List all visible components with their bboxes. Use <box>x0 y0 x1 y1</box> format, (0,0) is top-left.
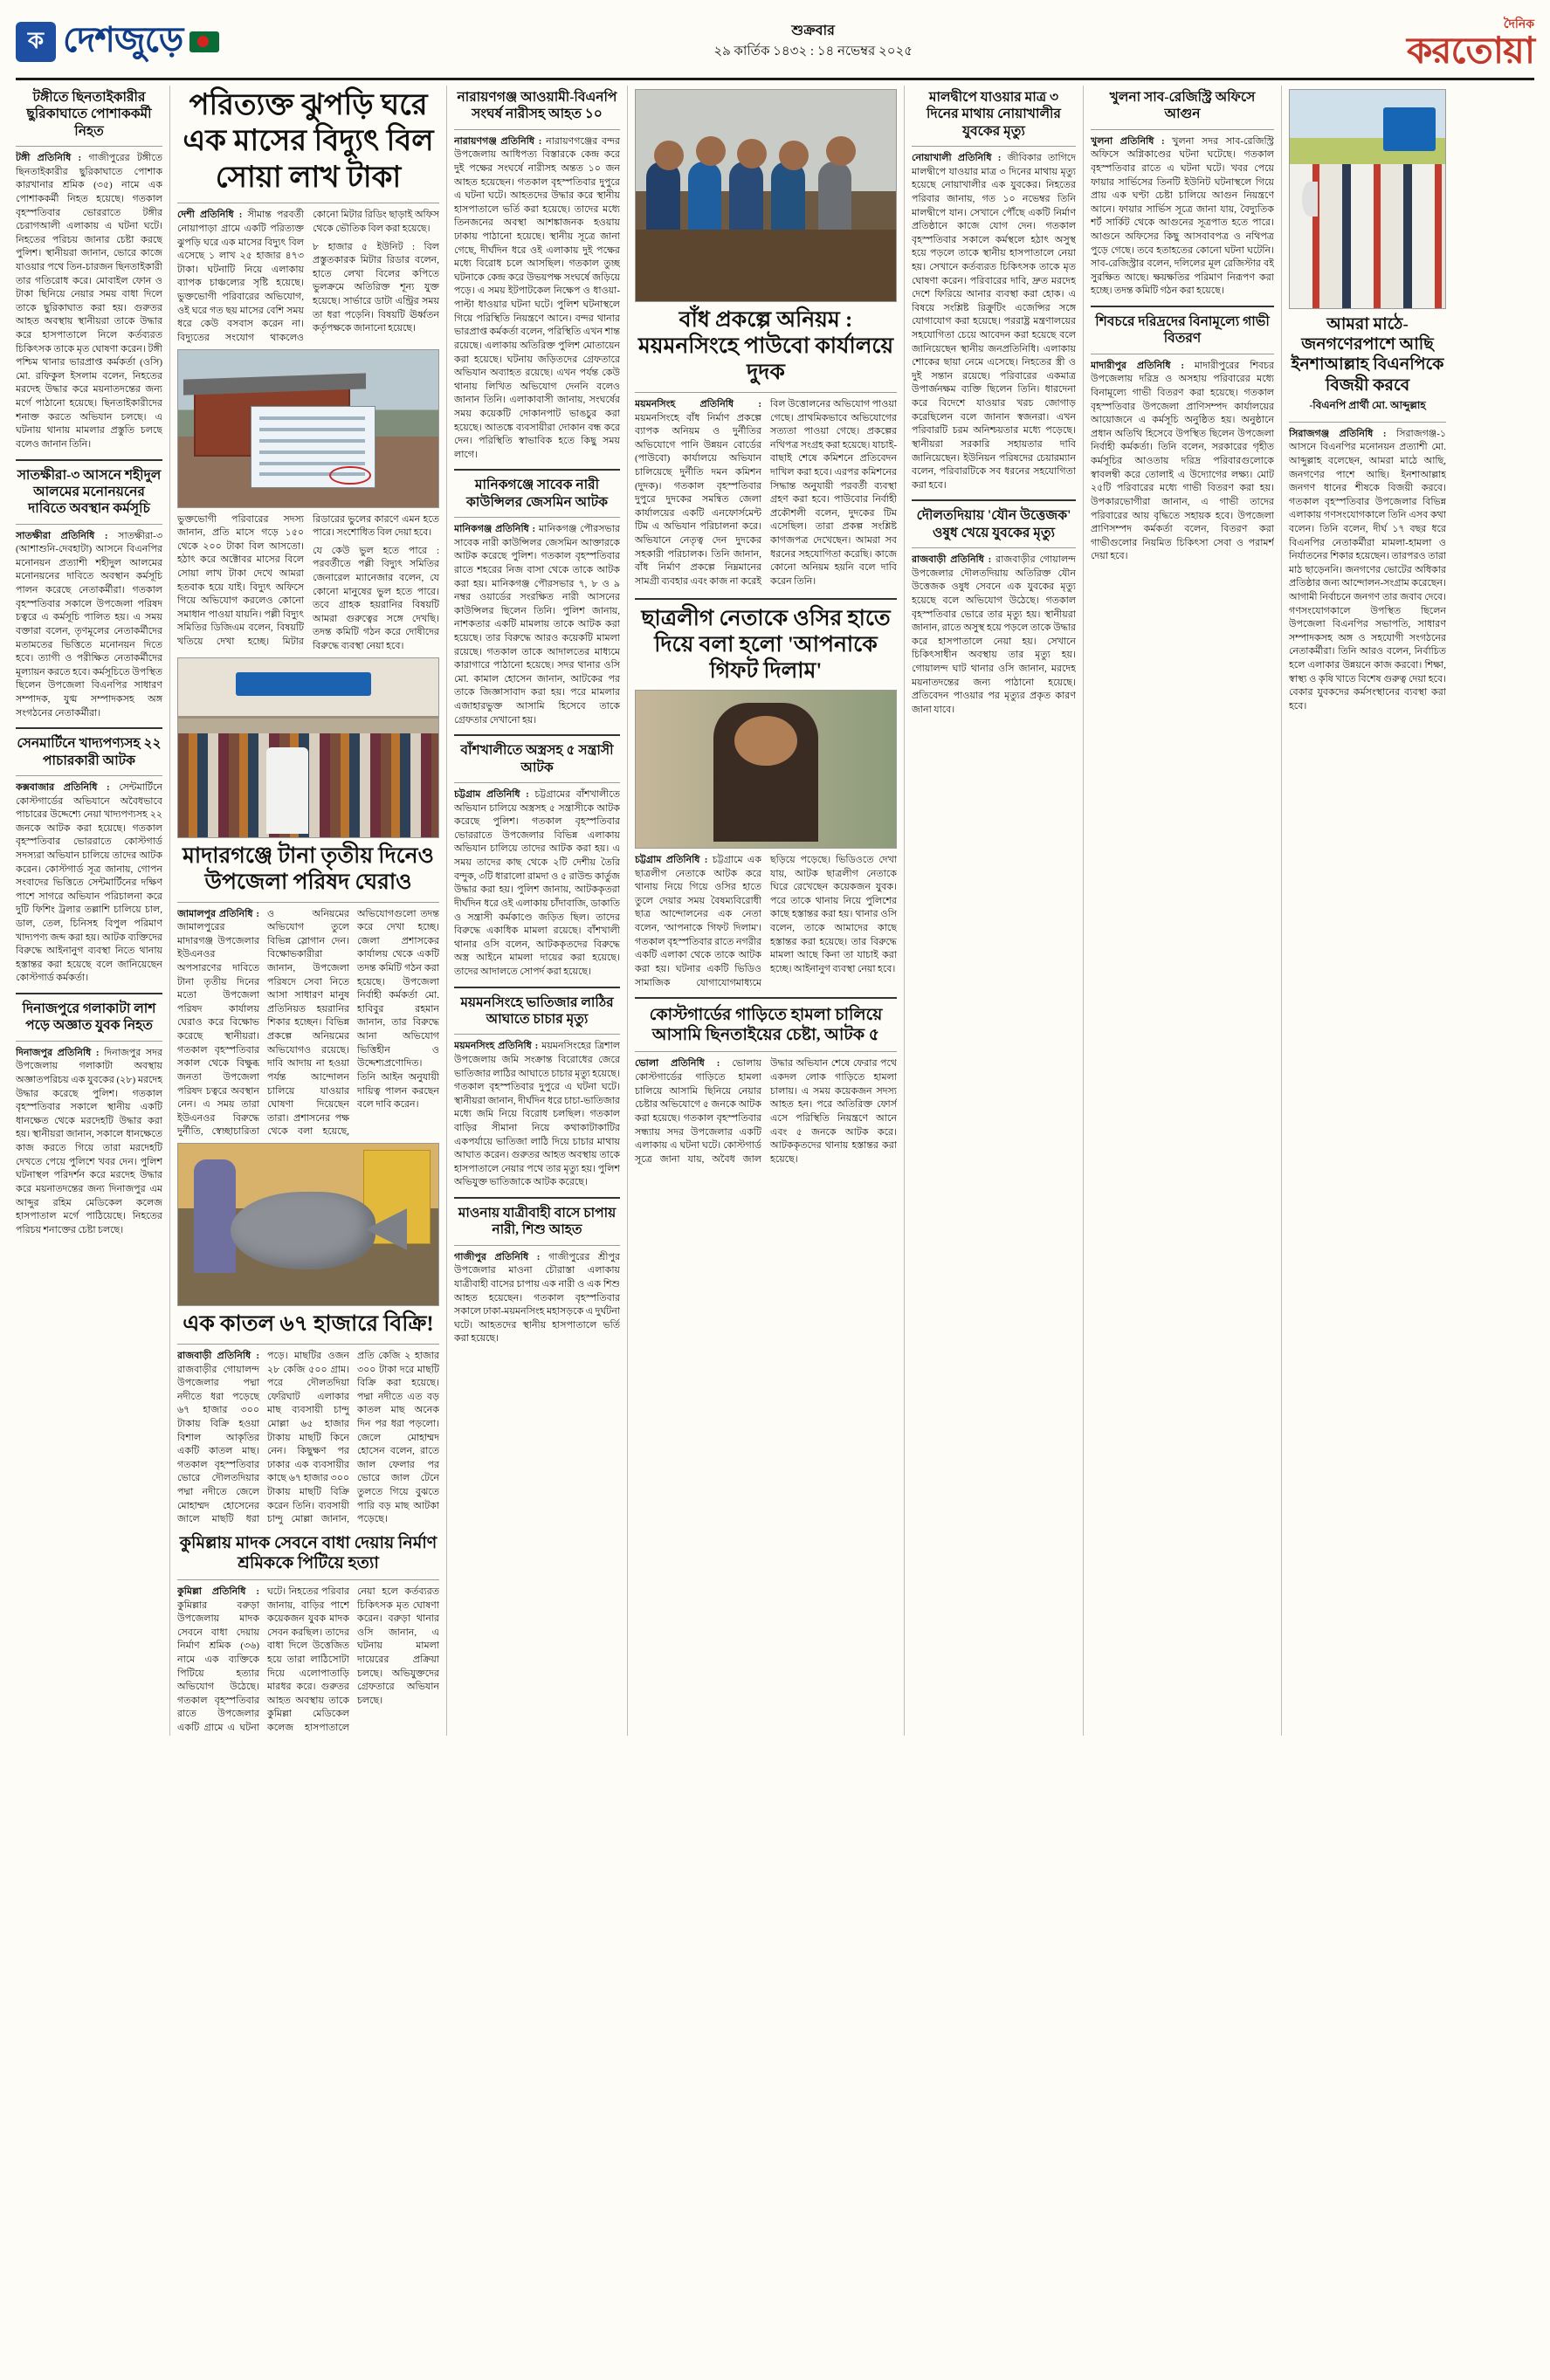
article-body <box>177 1586 439 1736</box>
column-divider <box>446 86 447 1736</box>
byline: জামালপুর প্রতিনিধি : <box>177 908 259 919</box>
brand-kicker: দৈনিক <box>1503 17 1534 31</box>
last-article-body <box>177 1586 439 1736</box>
lead-article-body <box>177 209 439 345</box>
byline: কক্সবাজার প্রতিনিধি : <box>16 781 110 793</box>
fish-article-body <box>177 1350 439 1529</box>
article-body <box>454 788 620 980</box>
body-text: মানিকগঞ্জ পৌরসভার সাবেক নারী কাউন্সিলর জেসমিন আক্তারকে আটক করেছে পুলিশ। গতকাল বৃহস্পতিবার রাতে শহরের নিজ বাসা থেকে তাকে আটক করা হয়। মানিকগঞ্জ পৌরসভার ৭, ৮ ও ৯ নম্বর ওয়ার্ডের সংরক্ষিত নারী আসনের কাউন্সিলর ছিলেন তিনি। পুলিশ জানায়, নাশকতার একটি মামলায় তাকে আটক করা হয়েছে। তার বিরুদ্ধে আরও কয়েকটি মামলা রয়েছে। গতকাল তাকে আদালতের মাধ্যমে কারাগারে পাঠানো হয়েছে। সদর থানার ওসি মো. কামাল হোসেন জানান, আটকের পর তাকে জিজ্ঞাসাবাদ করা হয়। পরে মামলার এজাহারভুক্ত আসামি হিসেবে তাকে গ্রেফতার দেখানো হয়। <box>454 524 620 726</box>
body-text: জামালপুরের মাদারগঞ্জ উপজেলার ইউএনওর অপসারণের দাবিতে টানা তৃতীয় দিনের মতো উপজেলা পরিষদ কার্যালয় ঘেরাও করে বিক্ষোভ করেছে স্থানীয়রা। গতকাল বৃহস্পতিবার সকাল থেকে বিক্ষুব্ধ জনতা উপজেলা পরিষদ চত্বরে অবস্থান নেন। এ সময় তারা ইউএনওর বিরুদ্ধে দুর্নীতি, স্বেচ্ছাচারিতা ও অনিয়মের অভিযোগ তুলে বিভিন্ন স্লোগান দেন। বিক্ষোভকারীরা জানান, উপজেলা পরিষদে সেবা নিতে আসা সাধারণ মানুষ প্রতিনিয়ত হয়রানির শিকার হচ্ছেন। বিভিন্ন প্রকল্পে অনিয়মের অভিযোগও রয়েছে। দাবি আদায় না হওয়া পর্যন্ত আন্দোলন চালিয়ে যাওয়ার ঘোষণা দিয়েছেন তারা। প্রশাসনের পক্ষ থেকে বলা হয়েছে, অভিযোগগুলো তদন্ত করে দেখা হচ্ছে। জেলা প্রশাসকের কার্যালয় থেকে একটি তদন্ত কমিটি গঠন করা হয়েছে। উপজেলা নির্বাহী কর্মকর্তা মো. হাবিবুর রহমান জানান, তার বিরুদ্ধে আনা অভিযোগ ভিত্তিহীন ও উদ্দেশ্যপ্রণোদিত। তিনি আইন অনুযায়ী দায়িত্ব পালন করছেন বলে দাবি করেন। <box>177 908 439 1138</box>
article-subhead: -বিএনপি প্রার্থী মো. আব্দুল্লাহ <box>1309 398 1426 411</box>
weekday-label: শুক্রবার <box>791 24 835 39</box>
column-1 <box>16 86 162 1736</box>
column-2 <box>177 86 439 1736</box>
byline: ভোলা প্রতিনিধি : <box>635 1058 720 1070</box>
article-body <box>313 241 439 336</box>
body-text: সাতক্ষীরা-৩ (আশাশুনি-দেবহাটা) আসনে বিএনপির মনোনয়ন প্রত্যাশী শহীদুল আলমের মনোনয়নের দাবিতে অবস্থান কর্মসূচি পালন করেছে নেতাকর্মীরা। গতকাল বৃহস্পতিবার সকালে উপজেলা পরিষদ চত্বরে এ কর্মসূচি পালিত হয়। এ সময় বক্তারা বলেন, তৃণমূলের নেতাকর্মীদের মতামতের ভিত্তিতে মনোনয়ন দিতে হবে। ত্যাগী ও পরীক্ষিত নেতাকর্মীদের মূল্যায়ন করতে হবে। কর্মসূচিতে উপস্থিত ছিলেন উপজেলা বিএনপির সাধারণ সম্পাদক, যুগ্ম সম্পাদকসহ অঙ্গ সংগঠনের নেতাকর্মীরা। <box>16 530 162 719</box>
page-grid <box>16 86 1534 1736</box>
field-campaign-photo <box>1289 89 1446 309</box>
article-headline: মাওনায় যাত্রীবাহী বাসে চাপায় নারী, শিশু আহত <box>458 1206 617 1238</box>
article-body <box>454 1251 620 1346</box>
byline: নোয়াখালী প্রতিনিধি : <box>912 153 1002 164</box>
byline: রাজবাড়ী প্রতিনিধি : <box>177 1350 259 1361</box>
body-text: ময়মনসিংহে বাঁধ নির্মাণ প্রকল্পে ব্যাপক অনিয়ম ও দুর্নীতির অভিযোগে পানি উন্নয়ন বোর্ডের (পাউবো) কার্যালয়ে অভিযান চালিয়েছে দুর্নীতি দমন কমিশন (দুদক)। গতকাল বৃহস্পতিবার দুপুরে দুদকের সমন্বিত জেলা কার্যালয়ের একটি এনফোর্সমেন্ট টিম এ অভিযান পরিচালনা করে। অভিযানে নেতৃত্ব দেন দুদকের সহকারী পরিচালক। তিনি জানান, বাঁধ নির্মাণ প্রকল্পে নিম্নমানের সামগ্রী ব্যবহার এবং কাজ না করেই বিল উত্তোলনের অভিযোগ পাওয়া গেছে। প্রাথমিকভাবে অভিযোগের সত্যতা পাওয়া গেছে। প্রকল্পের নথিপত্র সংগ্রহ করা হয়েছে। যাচাই-বাছাই শেষে কমিশনে প্রতিবেদন দাখিল করা হবে। এরপর কমিশনের সিদ্ধান্ত অনুযায়ী পরবর্তী ব্যবস্থা গ্রহণ করা হবে। পাউবোর নির্বাহী প্রকৌশলী বলেন, দুদকের টিম এসেছিল। তারা প্রকল্প সংশ্লিষ্ট কাগজপত্র দেখেছেন। আমরা সব ধরনের সহযোগিতা করেছি। কাজে কোনো অনিয়ম হয়নি বলে দাবি করেন তিনি। <box>635 399 897 587</box>
article-body <box>454 523 620 727</box>
lead-article-continued <box>177 513 439 654</box>
byline: গাজীপুর প্রতিনিধি : <box>454 1251 541 1262</box>
brand-name: করতোয়া <box>1407 31 1534 72</box>
body-text: গাজীপুরের টঙ্গীতে ছিনতাইকারীর ছুরিকাঘাতে পোশাক কারখানার শ্রমিক (৩৫) নামে এক পোশাককর্মী নিহত হয়েছে। গতকাল বৃহস্পতিবার ভোররাতে টঙ্গীর চেরাগআলী এলাকায় এ ঘটনা ঘটে। নিহতের পরিচয় জানার চেষ্টা করছে পুলিশ। স্থানীয়রা জানান, ভোরে কাজে যাওয়ার পথে তিন-চারজন ছিনতাইকারী তার গতিরোধ করে। মোবাইল ফোন ও টাকা ছিনিয়ে নেয়ার সময় বাধা দিলে তাকে ছুরিকাঘাত করা হয়। গুরুতর আহত অবস্থায় স্থানীয়রা তাকে উদ্ধার করে হাসপাতালে নিলে কর্তব্যরত চিকিৎসক তাকে মৃত ঘোষণা করেন। টঙ্গী পশ্চিম থানার ভারপ্রাপ্ত কর্মকর্তা (ওসি) মো. রফিকুল ইসলাম বলেন, নিহতের মরদেহ উদ্ধার করে ময়নাতদন্তের জন্য মর্গে পাঠানো হয়েছে। ছিনতাইকারীদের শনাক্ত করতে অভিযান চলছে। এ ঘটনায় থানায় মামলার প্রস্তুতি চলছে বলেও জানান তিনি। <box>16 153 162 450</box>
article-body <box>635 854 897 990</box>
article-body <box>635 398 897 591</box>
column-divider <box>1083 86 1084 1736</box>
body-text: যে কেউ ভুল হতে পারে : পরবর্তীতে পল্লী বিদ্যুৎ সমিতির জেনারেল ম্যানেজার বলেন, যে কোনো মানুষের ভুল হতে পারে। তবে গ্রাহক হয়রানির বিষয়টি আমরা গুরুত্বের সঙ্গে দেখছি। তদন্ত কমিটি গঠন করে দোষীদের বিরুদ্ধে ব্যবস্থা নেয়া হবে। <box>313 545 439 651</box>
body-text: সেন্টমার্টিনে কোস্টগার্ডের অভিযানে অবৈধভাবে পাচারের উদ্দেশ্যে নেয়া খাদ্যপণ্যসহ ২২ জনকে আটক করা হয়েছে। গতকাল বৃহস্পতিবার ভোররাতে কোস্টগার্ড সদস্যরা অভিযান চালিয়ে তাদের আটক করেন। কোস্টগার্ড সূত্র জানায়, গোপন সংবাদের ভিত্তিতে সেন্টমার্টিনের দক্ষিণ পাশে সাগরে অভিযান পরিচালনা করে দুটি ফিশিং ট্রলার তল্লাশি চালিয়ে চাল, ডাল, তেল, চিনিসহ বিপুল পরিমাণ খাদ্যপণ্য জব্দ করা হয়। আটক ব্যক্তিদের বিরুদ্ধে আইনানুগ ব্যবস্থা নিতে থানায় হস্তান্তর করা হয়েছে বলে জানিয়েছেন কোস্টগার্ড কর্মকর্তা। <box>16 781 162 984</box>
body-text: ভুক্তভোগী পরিবারের সদস্য জানান, প্রতি মাসে গড়ে ১৫০ থেকে ২০০ টাকা বিল আসতো। হঠাৎ করে অক্টোবর মাসের বিলে সোয়া লাখ টাকা দেখে আমরা হতবাক হয়ে যাই। বিদ্যুৎ অফিসে গিয়ে অভিযোগ করলেও কোনো সমাধান পাওয়া যায়নি। পল্লী বিদ্যুৎ সমিতির ডিজিএম বলেন, বিষয়টি খতিয়ে দেখা হচ্ছে। মিটার রিডারের ভুলের কারণে এমন হতে পারে। সংশোধিত বিল দেয়া হবে। <box>177 513 439 647</box>
column-3 <box>454 86 620 1736</box>
logo-icon: ক <box>16 22 56 62</box>
column-5 <box>912 86 1076 1736</box>
article-headline: শিবচরে দরিদ্রদের বিনামূল্যে গাভী বিতরণ <box>1095 314 1270 347</box>
article-body <box>177 1350 439 1529</box>
body-text: গাজীপুরের শ্রীপুর উপজেলার মাওনা চৌরাস্তা এলাকায় যাত্রীবাহী বাসের চাপায় এক নারী ও এক শিশু আহত হয়েছেন। গতকাল বৃহস্পতিবার সকালে ঢাকা-ময়মনসিংহ মহাসড়কে এ দুর্ঘটনা ঘটে। আহতদের স্থানীয় হাসপাতালে ভর্তি করা হয়েছে। <box>454 1251 620 1345</box>
article-headline: মানিকগঞ্জে সাবেক নারী কাউন্সিলর জেসমিন আটক <box>466 478 608 510</box>
column-divider <box>169 86 170 1736</box>
brand-block <box>1407 14 1534 70</box>
body-text: ভোলায় কোস্টগার্ডের গাড়িতে হামলা চালিয়ে আসামি ছিনিয়ে নেয়ার চেষ্টার অভিযোগে ৫ জনকে আটক করা হয়েছে। গতকাল বৃহস্পতিবার সন্ধ্যায় সদর উপজেলার একটি এলাকায় এ ঘটনা ঘটে। কোস্টগার্ড সূত্রে জানা যায়, অবৈধ জাল উদ্ধার অভিযান শেষে ফেরার পথে একদল লোক গাড়িতে হামলা চালায়। এ সময় কয়েকজন সদস্য আহত হন। পরে অতিরিক্ত ফোর্স এসে পরিস্থিতি নিয়ন্ত্রণে আনে এবং ৫ জনকে আটক করে। আটককৃতদের থানায় হস্তান্তর করা হয়েছে। <box>635 1058 897 1165</box>
article-headline: টঙ্গীতে ছিনতাইকারীর ছুরিকাঘাতে পোশাককর্মী নিহত <box>26 90 152 139</box>
byline: কুমিল্লা প্রতিনিধি : <box>177 1586 259 1597</box>
column-divider <box>1281 86 1282 1736</box>
logo-text: দেশজুড়ে <box>63 20 183 59</box>
body-text: ৮ হাজার ৫ ইউনিট : বিল প্রস্তুতকারক মিটার রিডার বলেন, হাতে লেখা বিলের কপিতে ভুলক্রমে অতিরিক্ত শূন্য যুক্ত হয়েছে। সার্ভারে ডাটা এন্ট্রির সময় তা ধরা পড়েনি। বিষয়টি ঊর্ধ্বতন কর্তৃপক্ষকে জানানো হয়েছে। <box>313 241 439 334</box>
article-body <box>16 1047 162 1238</box>
article-body <box>635 1057 897 1168</box>
date-block <box>713 21 913 62</box>
byline: মাদারীপুর প্রতিনিধি : <box>1091 360 1185 371</box>
upazila-protest-photo <box>177 657 439 838</box>
byline: রাজবাড়ী প্রতিনিধি : <box>912 554 992 566</box>
body-text: জীবিকার তাগিদে মালদ্বীপে যাওয়ার মাত্র ৩ দিনের মাথায় মৃত্যু হয়েছে নোয়াখালীর এক যুবকের। নিহতের পরিবার জানায়, গত ১০ নভেম্বর তিনি মালদ্বীপে যান। সেখানে পৌঁছে একটি নির্মাণ প্রতিষ্ঠানে কাজে যোগ দেন। গতকাল বৃহস্পতিবার সকালে কর্মস্থলে হঠাৎ অসুস্থ হয়ে পড়লে তাকে স্থানীয় হাসপাতালে নেয়া হয়। সেখানে কর্তব্যরত চিকিৎসক তাকে মৃত ঘোষণা করেন। পরিবারের দাবি, দ্রুত মরদেহ দেশে ফিরিয়ে আনার ব্যবস্থা করা হোক। এ বিষয়ে সংশ্লিষ্ট রিক্রুটিং এজেন্সির সঙ্গে যোগাযোগ করা হয়েছে। পররাষ্ট্র মন্ত্রণালয়ের সহযোগিতা চেয়ে আবেদন করা হয়েছে বলে জানিয়েছেন স্থানীয় জনপ্রতিনিধি। এলাকায় শোকের ছায়া নেমে এসেছে। নিহতের স্ত্রী ও দুই সন্তান রয়েছে। পরিবারের একমাত্র উপার্জনক্ষম ব্যক্তি ছিলেন তিনি। ধারদেনা করে বিদেশে যাওয়ার খরচ জোগাড় করেছিলেন বলে জানান স্বজনরা। এখন পরিবারটি চরম অনিশ্চয়তার মধ্যে পড়েছে। স্থানীয়রা সরকারি সহায়তার দাবি জানিয়েছেন। ইউনিয়ন পরিষদের চেয়ারম্যান বলেন, পরিবারটিকে সব ধরনের সহযোগিতা করা হবে। <box>912 153 1076 491</box>
byline: মানিকগঞ্জ প্রতিনিধি : <box>454 524 536 535</box>
body-text: চট্টগ্রামের বাঁশখালীতে অভিযান চালিয়ে অস্ত্রসহ ৫ সন্ত্রাসীকে আটক করেছে পুলিশ। গতকাল বৃহস্পতিবার ভোররাতে উপজেলার বিভিন্ন এলাকায় অভিযান চালিয়ে তাদের আটক করা হয়। এ সময় তাদের কাছ থেকে ২টি দেশীয় তৈরি বন্দুক, ৩টি ধারালো রামদা ও ৫ রাউন্ড কার্তুজ উদ্ধার করা হয়। পুলিশ জানায়, আটককৃতরা দীর্ঘদিন ধরে ওই এলাকায় চাঁদাবাজি, ডাকাতি ও সন্ত্রাসী কর্মকাণ্ডে জড়িত ছিল। তাদের বিরুদ্ধে একাধিক মামলা রয়েছে। বাঁশখালী থানার ওসি বলেন, আটককৃতদের বিরুদ্ধে অস্ত্র আইনে মামলা দায়ের করা হয়েছে। তাদের আদালতে সোপর্দ করা হয়েছে। <box>454 789 620 977</box>
dudok-article-body <box>635 398 897 591</box>
byline: চট্টগ্রাম প্রতিনিধি : <box>454 789 529 801</box>
article-body <box>1289 428 1446 714</box>
article-headline: ময়মনসিংহে ভাতিজার লাঠির আঘাতে চাচার মৃত্যু <box>460 994 614 1027</box>
article-headline: আমরা মাঠে-জনগণেরপাশে আছি ইনশাআল্লাহ বিএনপিকে বিজয়ী করবে <box>1291 315 1444 395</box>
column-divider <box>904 86 905 1736</box>
masthead <box>16 12 1534 80</box>
body-text: রাজবাড়ীর গোয়ালন্দ উপজেলার পদ্মা নদীতে ধরা পড়েছে ৬৭ হাজার ৩০০ টাকায় বিক্রি হওয়া বিশাল আকৃতির একটি কাতল মাছ। গতকাল বৃহস্পতিবার ভোরে দৌলতদিয়ার পদ্মা নদীতে জেলে মোহাম্মদ হোসেনের জালে মাছটি ধরা পড়ে। মাছটির ওজন ২৮ কেজি ৫০০ গ্রাম। পরে দৌলতদিয়া ফেরিঘাট এলাকার মাছ ব্যবসায়ী চান্দু মোল্লা ৬৫ হাজার টাকায় মাছটি কিনে নেন। কিছুক্ষণ পর ঢাকার এক ব্যবসায়ীর কাছে ৬৭ হাজার ৩০০ টাকায় মাছটি বিক্রি করেন তিনি। ব্যবসায়ী চান্দু মোল্লা জানান, প্রতি কেজি ২ হাজার ৩০০ টাকা দরে মাছটি বিক্রি করা হয়েছে। পদ্মা নদীতে এত বড় কাতল মাছ অনেক দিন পর ধরা পড়লো। জেলে মোহাম্মদ হোসেন বলেন, রাতে জাল ফেলার পর ভোরে জাল টেনে তুলতে গিয়ে বুঝতে পারি বড় মাছ আটকা পড়েছে। <box>177 1350 439 1525</box>
article-body <box>454 1040 620 1190</box>
article-body <box>912 554 1076 717</box>
big-fish-photo <box>177 1143 439 1306</box>
article-headline: দিনাজপুরে গলাকাটা লাশ পড়ে অজ্ঞাত যুবক নিহত <box>22 1001 156 1034</box>
article-headline: খুলনা সাব-রেজিস্ট্রি অফিসে আগুন <box>1109 90 1256 122</box>
article-headline: মাদারগঞ্জে টানা তৃতীয় দিনেও উপজেলা পরিষদ ঘেরাও <box>183 843 434 894</box>
article-body <box>1091 135 1274 299</box>
mid-article-body <box>177 908 439 1139</box>
byline: ময়মনসিংহ প্রতিনিধি : <box>635 399 761 409</box>
byline: খুলনা প্রতিনিধি : <box>1091 135 1165 147</box>
article-headline: মালদ্বীপে যাওয়ার মাত্র ৩ দিনের মাথায় নোয়াখালীর যুবকের মৃত্যু <box>927 90 1061 139</box>
body-text: খুলনা সদর সাব-রেজিস্ট্রি অফিসে অগ্নিকাণ্ডের ঘটনা ঘটেছে। গতকাল বৃহস্পতিবার রাতে এ ঘটনা ঘটে। খবর পেয়ে ফায়ার সার্ভিসের তিনটি ইউনিট ঘটনাস্থলে গিয়ে প্রায় এক ঘণ্টা চেষ্টা চালিয়ে আগুন নিয়ন্ত্রণে আনে। ফায়ার সার্ভিস সূত্রে জানা যায়, বৈদ্যুতিক শর্ট সার্কিট থেকে আগুনের সূত্রপাত হতে পারে। আগুনে অফিসের কিছু আসবাবপত্র ও নথিপত্র পুড়ে গেছে। তবে হতাহতের কোনো ঘটনা ঘটেনি। সাব-রেজিস্ট্রার বলেন, দলিলের মূল রেজিস্টার বই সুরক্ষিত আছে। ক্ষয়ক্ষতির পরিমাণ নিরূপণ করা হচ্ছে। তদন্ত কমিটি গঠন করা হয়েছে। <box>1091 135 1274 297</box>
body-text: কুমিল্লার বরুড়া উপজেলায় মাদক সেবনে বাধা দেয়ায় নির্মাণ শ্রমিক (৩৬) নামে এক ব্যক্তিকে পিটিয়ে হত্যার অভিযোগ উঠেছে। গতকাল বৃহস্পতিবার রাতে উপজেলার একটি গ্রামে এ ঘটনা ঘটে। নিহতের পরিবার জানায়, বাড়ির পাশে কয়েকজন যুবক মাদক সেবন করছিল। তাদের বাধা দিলে উত্তেজিত হয়ে তারা লাঠিসোটা দিয়ে এলোপাতাড়ি মারধর করে। গুরুতর আহত অবস্থায় তাকে কুমিল্লা মেডিকেল কলেজ হাসপাতালে নেয়া হলে কর্তব্যরত চিকিৎসক মৃত ঘোষণা করেন। বরুড়া থানার ওসি জানান, এ ঘটনায় মামলা দায়েরের প্রক্রিয়া চলছে। অভিযুক্তদের গ্রেফতারে অভিযান চলছে। <box>177 1586 439 1733</box>
column-7 <box>1289 86 1446 1736</box>
article-body <box>1091 360 1274 564</box>
article-headline: বাঁধ প্রকল্পে অনিয়ম : ময়মনসিংহে পাউবো কার্যালয়ে দুদক <box>637 308 894 384</box>
article-headline: সেনমার্টিনে খাদ্যপণ্যসহ ২২ পাচারকারী আটক <box>17 736 162 768</box>
body-text: দিনাজপুর সদর উপজেলায় গলাকাটা অবস্থায় অজ্ঞাতপরিচয় এক যুবকের (২৮) মরদেহ উদ্ধার করেছে পুলিশ। গতকাল বৃহস্পতিবার সকালে স্থানীয় একটি ধানক্ষেত থেকে মরদেহটি উদ্ধার করা হয়। স্থানীয়রা জানান, সকালে ধানক্ষেতে কাজ করতে গিয়ে তারা মরদেহটি দেখতে পেয়ে পুলিশে খবর দেন। পুলিশ ঘটনাস্থল পরিদর্শন করে মরদেহ উদ্ধার করে ময়নাতদন্তের জন্য দিনাজপুর এম আব্দুর রহিম মেডিকেল কলেজ হাসপাতাল মর্গে পাঠিয়েছে। নিহতের পরিচয় শনাক্তের চেষ্টা চলছে। <box>16 1047 162 1235</box>
lead-headline: পরিত্যক্ত ঝুপড়ি ঘরে এক মাসের বিদ্যুৎ বিল সোয়া লাখ টাকা <box>183 89 434 194</box>
article-headline: সাতক্ষীরা-৩ আসনে শহীদুল আলমের মনোনয়নের দাবিতে অবস্থান কর্মসূচি <box>17 467 162 517</box>
body-text: চট্টগ্রামে এক ছাত্রলীগ নেতাকে আটক করে থানায় নিয়ে গিয়ে ওসির হাতে তুলে দেয়ার সময় বৈষম্যবিরোধী ছাত্র আন্দোলনের এক নেতা বলেন, 'আপনাকে গিফট দিলাম'। গতকাল বৃহস্পতিবার রাতে নগরীর একটি এলাকা থেকে তাকে আটক করা হয়। ঘটনার একটি ভিডিও সামাজিক যোগাযোগমাধ্যমে ছড়িয়ে পড়েছে। ভিডিওতে দেখা যায়, আটক ছাত্রলীগ নেতাকে ঘিরে রেখেছেন কয়েকজন যুবক। পরে তাকে থানায় নিয়ে পুলিশের কাছে হস্তান্তর করা হয়। থানার ওসি বলেন, তাকে আমাদের কাছে হস্তান্তর করা হয়েছে। তার বিরুদ্ধে মামলা আছে কিনা তা যাচাই করা হচ্ছে। আইনানুগ ব্যবস্থা নেয়া হবে। <box>635 855 897 988</box>
byline: সাতক্ষীরা প্রতিনিধি : <box>16 530 108 541</box>
byline: দেশী প্রতিনিধি : <box>177 210 243 221</box>
column-divider <box>627 86 628 1736</box>
article-body <box>16 781 162 986</box>
article-headline: বাঁশখালীতে অস্ত্রসহ ৫ সন্ত্রাসী আটক <box>460 743 614 775</box>
body-text: রাজবাড়ীর গোয়ালন্দ উপজেলার দৌলতদিয়ায় অতিরিক্ত যৌন উত্তেজক ওষুধ সেবনে এক যুবকের মৃত্যু হয়েছে বলে অভিযোগ উঠেছে। গতকাল বৃহস্পতিবার ভোরে তার মৃত্যু হয়। স্থানীয়রা জানান, রাতে অসুস্থ হয়ে পড়লে তাকে উদ্ধার করে হাসপাতালে নেয়া হয়। সেখানে চিকিৎসাধীন অবস্থায় তার মৃত্যু হয়। গোয়ালন্দ ঘাট থানার ওসি জানান, মরদেহ ময়নাতদন্তের জন্য পাঠানো হয়েছে। প্রতিবেদন পাওয়ার পর মৃত্যুর প্রকৃত কারণ জানা যাবে। <box>912 554 1076 715</box>
body-text: নারায়ণগঞ্জের বন্দর উপজেলায় আধিপত্য বিস্তারকে কেন্দ্র করে দুই পক্ষের সংঘর্ষে নারীসহ অন্তত ১০ জন আহত হয়েছেন। গতকাল বৃহস্পতিবার দুপুরে এ ঘটনা ঘটে। আহতদের উদ্ধার করে স্থানীয় হাসপাতালে ভর্তি করা হয়েছে। তাদের মধ্যে তিনজনের অবস্থা আশঙ্কাজনক হওয়ায় ঢাকায় পাঠানো হয়েছে। স্থানীয় সূত্রে জানা গেছে, দীর্ঘদিন ধরে ওই এলাকায় দুই পক্ষের মধ্যে বিরোধ চলে আসছিল। গতকাল তুচ্ছ ঘটনাকে কেন্দ্র করে উভয়পক্ষ সংঘর্ষে জড়িয়ে পড়ে। এ সময় ইটপাটকেল নিক্ষেপ ও ধাওয়া-পাল্টা ধাওয়ার ঘটনা ঘটে। পুলিশ ঘটনাস্থলে গিয়ে পরিস্থিতি নিয়ন্ত্রণে আনে। বন্দর থানার ভারপ্রাপ্ত কর্মকর্তা বলেন, পরিস্থিতি এখন শান্ত রয়েছে। এলাকায় অতিরিক্ত পুলিশ মোতায়েন করা হয়েছে। ঘটনায় জড়িতদের গ্রেফতারে অভিযান অব্যাহত রয়েছে। এখন পর্যন্ত কেউ থানায় লিখিত অভিযোগ দেননি বলেও জানান তিনি। এলাকাবাসী জানায়, সংঘর্ষের সময় কয়েকটি দোকানপাট ভাঙচুর করা হয়েছে। আতঙ্কে ব্যবসায়ীরা দোকান বন্ধ করে দেন। পরিস্থিতি স্বাভাবিক হতে কিছু সময় লাগে। <box>454 135 620 460</box>
byline: সিরাজগঞ্জ প্রতিনিধি : <box>1289 428 1387 439</box>
byline: দিনাজপুর প্রতিনিধি : <box>16 1047 100 1058</box>
article-headline: কোস্টগার্ডের গাড়িতে হামলা চালিয়ে আসামি ছিনতাইয়ের চেষ্টা, আটক ৫ <box>649 1006 883 1045</box>
body-text: সিরাজগঞ্জ-১ আসনে বিএনপির মনোনয়ন প্রত্যাশী মো. আব্দুল্লাহ বলেছেন, আমরা মাঠে আছি, জনগণের পাশে আছি। ইনশাআল্লাহ জনগণ ধানের শীষকে বিজয়ী করবে। গতকাল বৃহস্পতিবার উপজেলার বিভিন্ন এলাকায় গণসংযোগকালে তিনি এসব কথা বলেন। তিনি বলেন, দীর্ঘ ১৭ বছর ধরে বিএনপির নেতাকর্মীরা মামলা-হামলা ও নির্যাতনের শিকার হয়েছেন। তারপরও তারা মাঠ ছাড়েননি। জনগণের ভোটের অধিকার প্রতিষ্ঠার জন্য আন্দোলন-সংগ্রাম করেছেন। আগামী নির্বাচনে জনগণ তার জবাব দেবে। গণসংযোগকালে উপস্থিত ছিলেন উপজেলা বিএনপির সভাপতি, সাধারণ সম্পাদকসহ অঙ্গ ও সহযোগী সংগঠনের নেতাকর্মীরা। তিনি আরও বলেন, নির্বাচিত হলে এলাকার উন্নয়নে কাজ করবো। শিক্ষা, স্বাস্থ্য ও কৃষি খাতে বিশেষ গুরুত্ব দেয়া হবে। বেকার যুবকদের কর্মসংস্থানের ব্যবস্থা করা হবে। <box>1289 428 1446 712</box>
article-body <box>16 152 162 451</box>
byline: চট্টগ্রাম প্রতিনিধি : <box>635 855 708 866</box>
article-headline: কুমিল্লায় মাদক সেবনে বাধা দেয়ায় নির্মাণ শ্রমিককে পিটিয়ে হত্যা <box>179 1533 437 1572</box>
article-body <box>454 135 620 463</box>
article-body <box>177 908 439 1139</box>
date-label: ২৯ কার্তিক ১৪৩২ : ১৪ নভেম্বর ২০২৫ <box>713 45 913 59</box>
byline: নারায়ণগঞ্জ প্রতিনিধি : <box>454 135 542 147</box>
gift-article-body <box>635 854 897 990</box>
column-4 <box>635 86 897 1736</box>
flag-icon <box>189 31 219 52</box>
byline: ময়মনসিংহ প্রতিনিধি : <box>454 1041 539 1052</box>
byline: টঙ্গী প্রতিনিধি : <box>16 153 82 164</box>
body-text: ময়মনসিংহের ত্রিশাল উপজেলায় জমি সংক্রান্ত বিরোধের জেরে ভাতিজার লাঠির আঘাতে চাচার মৃত্যু হয়েছে। গতকাল বৃহস্পতিবার দুপুরে এ ঘটনা ঘটে। স্থানীয়রা জানান, দীর্ঘদিন ধরে চাচা-ভাতিজার মধ্যে জমি নিয়ে বিরোধ চলছিল। গতকাল বাড়ির সীমানা নিয়ে কথাকাটাকাটির একপর্যায়ে ভাতিজা লাঠি দিয়ে চাচার মাথায় আঘাত করেন। গুরুতর আহত অবস্থায় তাকে হাসপাতালে নেয়ার পথে তার মৃত্যু হয়। পুলিশ অভিযুক্ত ভাতিজাকে আটক করেছে। <box>454 1041 620 1188</box>
article-headline: এক কাতল ৬৭ হাজারে বিক্রি! <box>183 1311 434 1336</box>
column-6 <box>1091 86 1274 1736</box>
coastguard-article-body <box>635 1057 897 1168</box>
dudok-meeting-photo <box>635 89 897 302</box>
chhatra-league-leader-photo <box>635 690 897 849</box>
article-headline: দৌলতদিয়ায় 'যৌন উত্তেজক' ওষুধ খেয়ে যুবকের মৃত্যু <box>916 508 1071 540</box>
article-body <box>16 530 162 721</box>
article-body <box>313 545 439 654</box>
publication-logo <box>16 12 219 71</box>
body-text: সীমান্ত পরবর্তী নোয়াপাড়া গ্রামে একটি পরিত্যক্ত ঝুপড়ি ঘরে এক মাসের বিদ্যুৎ বিল এসেছে ১ লাখ ২৫ হাজার ৪৭৩ টাকা। ঘটনাটি নিয়ে এলাকায় ব্যাপক চাঞ্চল্যের সৃষ্টি হয়েছে। ভুক্তভোগী পরিবারের অভিযোগ, ওই ঘরে গত ছয় মাসের বেশি সময় ধরে কেউ বসবাস করেন না। বিদ্যুতের সংযোগ থাকলেও কোনো মিটার রিডিং ছাড়াই অফিস থেকে ভৌতিক বিল করা হয়েছে। <box>177 210 439 343</box>
article-headline: নারায়ণগঞ্জ আওয়ামী-বিএনপি সংঘর্ষ নারীসহ আহত ১০ <box>457 90 617 122</box>
article-body <box>912 152 1076 492</box>
electricity-bill-photo <box>177 349 439 508</box>
article-headline: ছাত্রলীগ নেতাকে ওসির হাতে দিয়ে বলা হলো 'আপনাকে গিফট দিলাম' <box>641 607 891 684</box>
body-text: মাদারীপুরের শিবচর উপজেলায় দরিদ্র ও অসহায় পরিবারের মধ্যে বিনামূল্যে গাভী বিতরণ করা হয়েছে। গতকাল বৃহস্পতিবার উপজেলা প্রাণিসম্পদ কার্যালয়ের আয়োজনে এ কর্মসূচি অনুষ্ঠিত হয়। অনুষ্ঠানে প্রধান অতিথি হিসেবে উপস্থিত ছিলেন উপজেলা নির্বাহী কর্মকর্তা। তিনি বলেন, সরকারের গৃহীত কর্মসূচির আওতায় দরিদ্র পরিবারগুলোকে স্বাবলম্বী করে তোলাই এ উদ্যোগের লক্ষ্য। মোট ২৫টি পরিবারের মধ্যে গাভী বিতরণ করা হয়। উপকারভোগীরা জানান, এ গাভী তাদের পরিবারের আয় বৃদ্ধিতে সহায়ক হবে। উপজেলা প্রাণিসম্পদ কর্মকর্তা বলেন, বিতরণ করা গাভীগুলোর নিয়মিত চিকিৎসা সেবা ও পরামর্শ দেয়া হবে। <box>1091 360 1274 562</box>
